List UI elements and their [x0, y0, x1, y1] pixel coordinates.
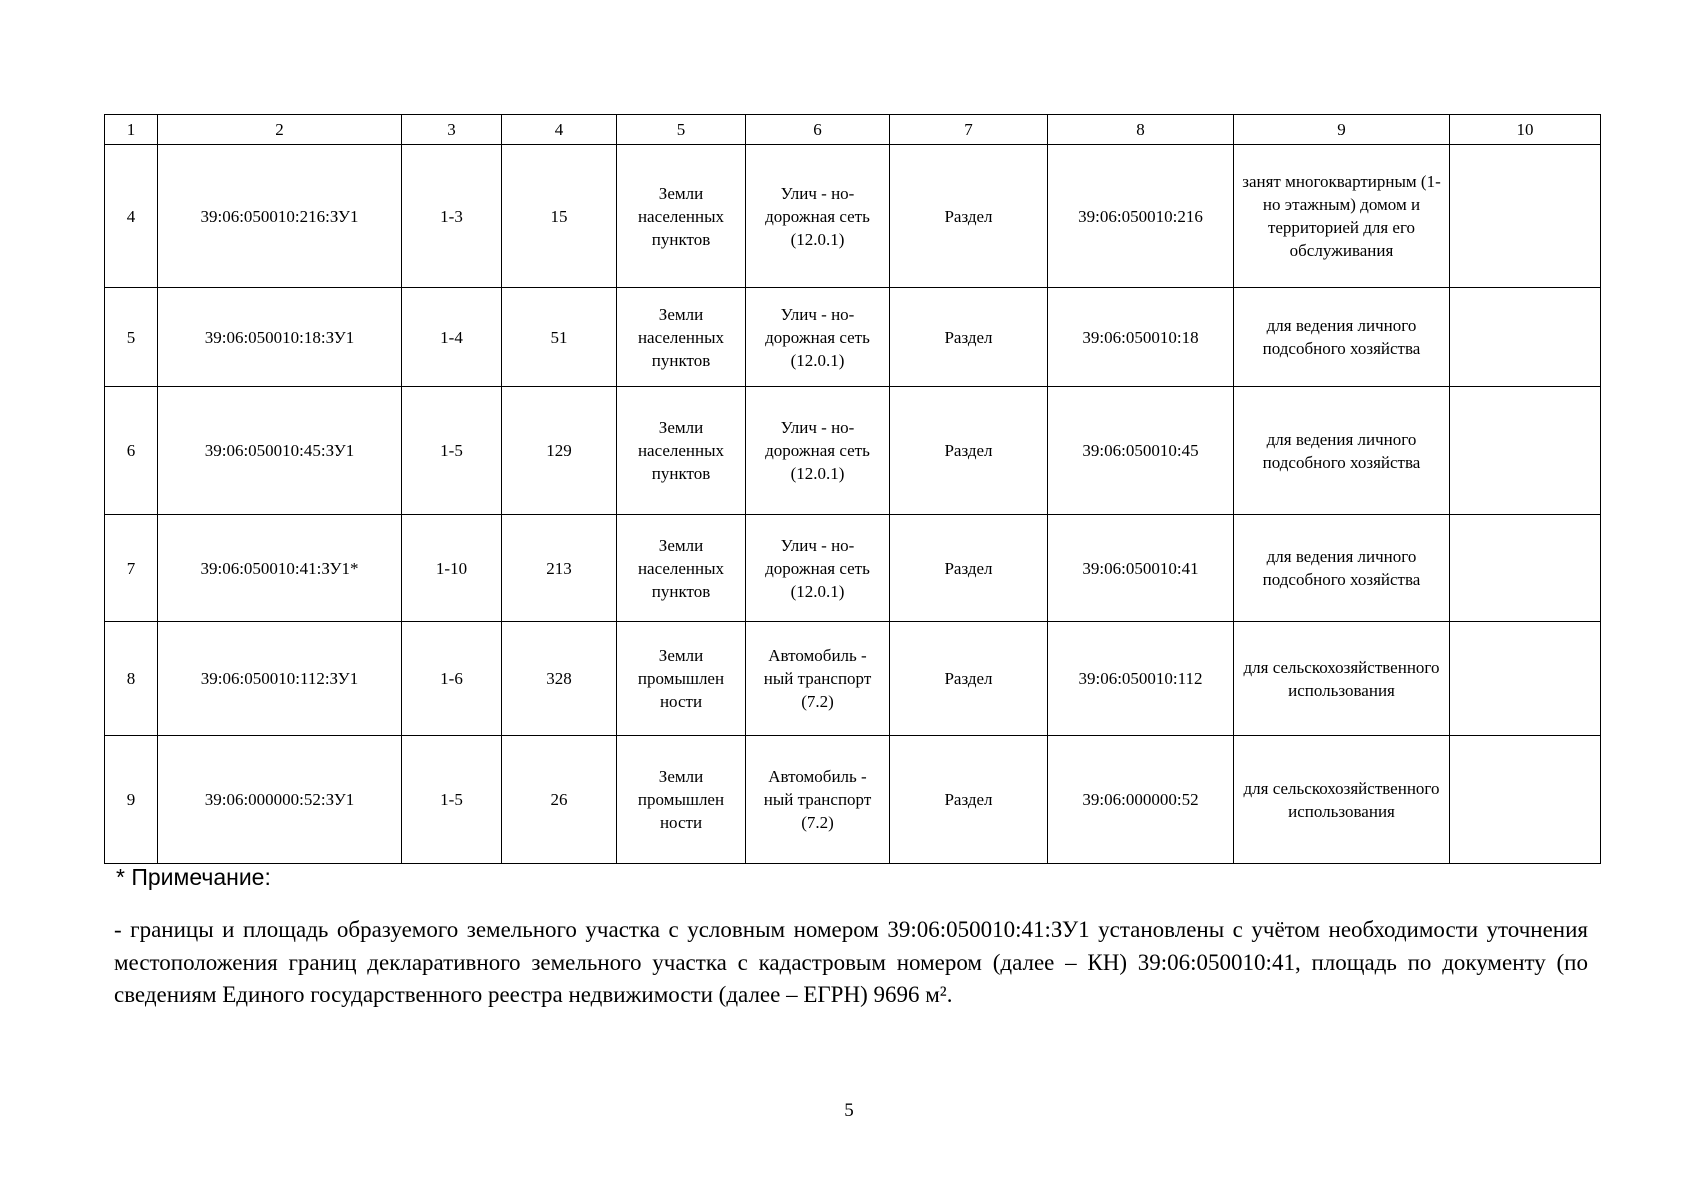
cell-area: 129: [502, 387, 617, 515]
header-cell: 7: [890, 115, 1048, 145]
cell-formation-method: Раздел: [890, 515, 1048, 622]
cell-permitted-use: Улич - но-дорожная сеть (12.0.1): [746, 145, 890, 288]
cell-land-category: Земли промышлен ности: [617, 736, 746, 864]
note-title: * Примечание:: [116, 864, 271, 890]
cell-row-number: 7: [105, 515, 158, 622]
cell-area: 328: [502, 622, 617, 736]
cell-conditional-number: 39:06:050010:112:ЗУ1: [158, 622, 402, 736]
cell-empty: [1450, 622, 1601, 736]
header-cell: 3: [402, 115, 502, 145]
cell-land-category: Земли населенных пунктов: [617, 387, 746, 515]
table-row: [105, 288, 1601, 387]
table-row: [105, 145, 1601, 288]
cell-land-category: Земли населенных пунктов: [617, 145, 746, 288]
cell-points: 1-6: [402, 622, 502, 736]
table-row: [105, 622, 1601, 736]
cell-permitted-use: Улич - но-дорожная сеть (12.0.1): [746, 515, 890, 622]
cell-permitted-use: Автомобиль - ный транспорт (7.2): [746, 736, 890, 864]
header-cell: 9: [1234, 115, 1450, 145]
cell-area: 51: [502, 288, 617, 387]
cell-formation-method: Раздел: [890, 145, 1048, 288]
cell-row-number: 5: [105, 288, 158, 387]
cell-points: 1-10: [402, 515, 502, 622]
cell-area: 213: [502, 515, 617, 622]
cell-empty: [1450, 288, 1601, 387]
cell-permitted-use: Улич - но-дорожная сеть (12.0.1): [746, 387, 890, 515]
cell-land-category: Земли населенных пунктов: [617, 515, 746, 622]
cell-empty: [1450, 145, 1601, 288]
cell-empty: [1450, 515, 1601, 622]
cell-source-cadastral-number: 39:06:000000:52: [1048, 736, 1234, 864]
page-number: 5: [844, 1100, 854, 1121]
table-row: [105, 387, 1601, 515]
cell-source-use: для сельскохозяйственного использования: [1234, 736, 1450, 864]
cell-empty: [1450, 387, 1601, 515]
cell-source-use: для ведения личного подсобного хозяйства: [1234, 515, 1450, 622]
cell-row-number: 9: [105, 736, 158, 864]
cell-source-cadastral-number: 39:06:050010:18: [1048, 288, 1234, 387]
cell-conditional-number: 39:06:050010:41:ЗУ1*: [158, 515, 402, 622]
cell-formation-method: Раздел: [890, 387, 1048, 515]
cell-points: 1-5: [402, 736, 502, 864]
cell-empty: [1450, 736, 1601, 864]
header-cell: 2: [158, 115, 402, 145]
cell-row-number: 4: [105, 145, 158, 288]
cell-permitted-use: Автомобиль - ный транспорт (7.2): [746, 622, 890, 736]
table-header-row: [105, 115, 1601, 145]
header-cell: 4: [502, 115, 617, 145]
cell-points: 1-5: [402, 387, 502, 515]
cell-land-category: Земли промышлен ности: [617, 622, 746, 736]
cell-source-use: занят многоквартирным (1-но этажным) домом и территорией для его обслуживания: [1234, 145, 1450, 288]
cell-formation-method: Раздел: [890, 288, 1048, 387]
header-cell: 10: [1450, 115, 1601, 145]
cell-row-number: 6: [105, 387, 158, 515]
header-cell: 8: [1048, 115, 1234, 145]
cell-area: 26: [502, 736, 617, 864]
cell-land-category: Земли населенных пунктов: [617, 288, 746, 387]
header-cell: 1: [105, 115, 158, 145]
cell-points: 1-4: [402, 288, 502, 387]
table-row: [105, 736, 1601, 864]
cell-source-use: для ведения личного подсобного хозяйства: [1234, 288, 1450, 387]
cell-conditional-number: 39:06:050010:45:ЗУ1: [158, 387, 402, 515]
cell-source-cadastral-number: 39:06:050010:112: [1048, 622, 1234, 736]
cell-permitted-use: Улич - но-дорожная сеть (12.0.1): [746, 288, 890, 387]
cell-source-cadastral-number: 39:06:050010:216: [1048, 145, 1234, 288]
land-plots-table: [104, 114, 1601, 864]
cell-conditional-number: 39:06:050010:216:ЗУ1: [158, 145, 402, 288]
header-cell: 6: [746, 115, 890, 145]
table-row: [105, 515, 1601, 622]
cell-conditional-number: 39:06:000000:52:ЗУ1: [158, 736, 402, 864]
cell-conditional-number: 39:06:050010:18:ЗУ1: [158, 288, 402, 387]
cell-formation-method: Раздел: [890, 736, 1048, 864]
cell-source-cadastral-number: 39:06:050010:45: [1048, 387, 1234, 515]
header-cell: 5: [617, 115, 746, 145]
cell-formation-method: Раздел: [890, 622, 1048, 736]
cell-source-use: для сельскохозяйственного использования: [1234, 622, 1450, 736]
cell-area: 15: [502, 145, 617, 288]
note-text: - границы и площадь образуемого земельного участка с условным номером 39:06:050010:41:ЗУ1 установлены с учётом необходимости уточнения местоположения границ декларативного земельного участка с кадастровым номером (далее – КН) 39:06:050010:41, площадь по документу (по сведениям Единого государственного реестра недвижимости (далее – ЕГРН) 9696 м².: [114, 917, 1588, 1007]
cell-source-cadastral-number: 39:06:050010:41: [1048, 515, 1234, 622]
cell-points: 1-3: [402, 145, 502, 288]
cell-row-number: 8: [105, 622, 158, 736]
cell-source-use: для ведения личного подсобного хозяйства: [1234, 387, 1450, 515]
